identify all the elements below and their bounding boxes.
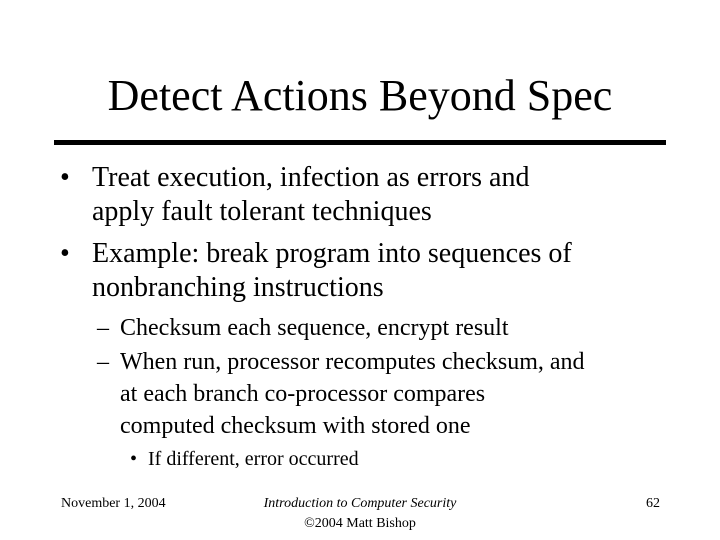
footer-date: November 1, 2004 bbox=[61, 496, 166, 511]
bullet-item bbox=[60, 161, 700, 229]
subsubbullet-marker: • bbox=[130, 448, 138, 470]
subsubbullet-text bbox=[148, 447, 359, 471]
subbullet-line: When run, processor recomputes checksum, and bbox=[120, 349, 585, 375]
subsubbullet-line: If different, error occurred bbox=[148, 448, 359, 470]
footer-page-number: 62 bbox=[646, 496, 660, 511]
bullet-line: Treat execution, infection as errors and bbox=[92, 162, 530, 193]
title-underline bbox=[54, 140, 666, 145]
subbullet-item bbox=[97, 312, 697, 344]
bullet-line: Example: break program into sequences of bbox=[92, 238, 572, 269]
bullet-item bbox=[60, 237, 700, 305]
footer-course: Introduction to Computer Security bbox=[263, 496, 457, 511]
subbullet-text bbox=[120, 346, 585, 442]
subbullet-text bbox=[120, 312, 509, 344]
slide-title: Detect Actions Beyond Spec bbox=[107, 71, 613, 120]
subbullet-marker: – bbox=[97, 349, 109, 375]
subbullet-line: Checksum each sequence, encrypt result bbox=[120, 315, 509, 341]
bullet-text bbox=[92, 161, 530, 229]
bullet-marker: • bbox=[60, 238, 70, 269]
subbullet-line: computed checksum with stored one bbox=[120, 413, 471, 439]
bullet-line: apply fault tolerant techniques bbox=[92, 196, 432, 227]
footer-copyright: ©2004 Matt Bishop bbox=[304, 516, 416, 531]
subbullet-line: at each branch co-processor compares bbox=[120, 381, 486, 407]
subsubbullet-item bbox=[130, 447, 690, 471]
bullet-marker: • bbox=[60, 162, 70, 193]
bullet-line: nonbranching instructions bbox=[92, 272, 384, 303]
bullet-text bbox=[92, 237, 572, 305]
subbullet-item bbox=[97, 346, 697, 442]
footer-center bbox=[210, 494, 510, 534]
subbullet-marker: – bbox=[97, 315, 109, 341]
